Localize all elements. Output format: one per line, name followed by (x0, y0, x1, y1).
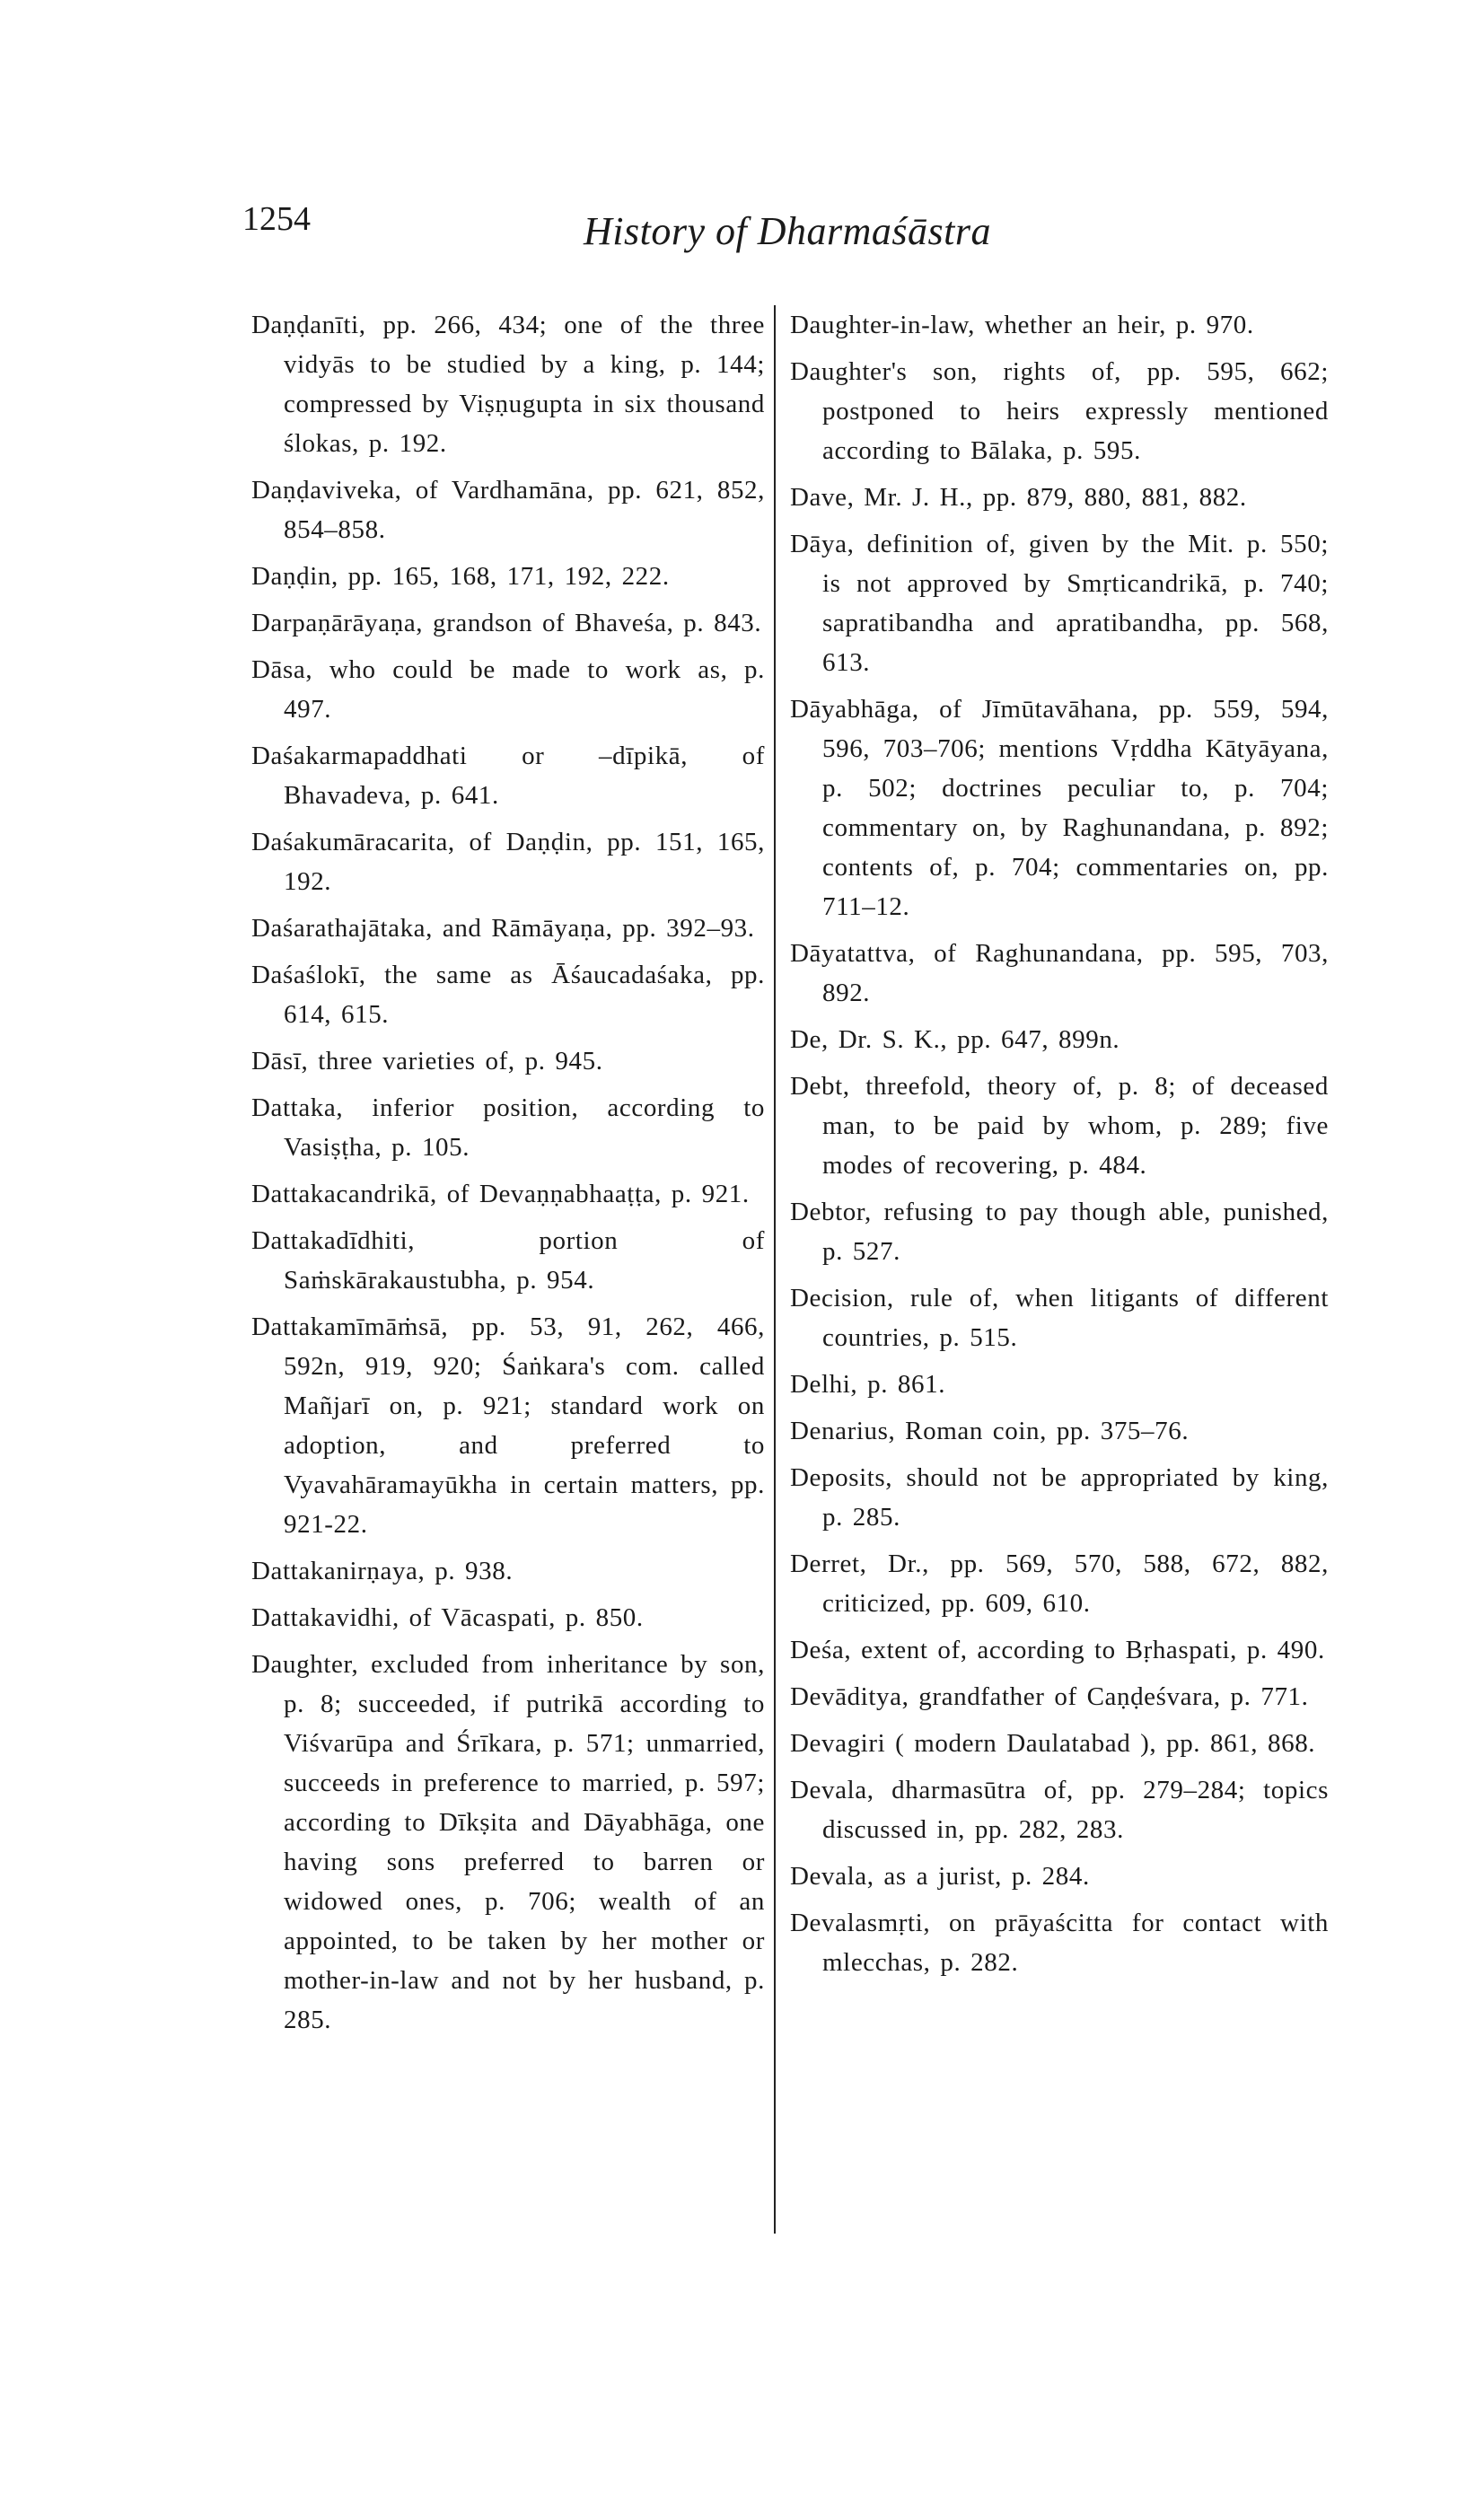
index-entry: Devalasmṛti, on prāyaścitta for contact with mlecchas, p. 282. (790, 1909, 1329, 1977)
index-entry: Daśaślokī, the same as Āśaucadaśaka, pp. 614, 615. (251, 961, 765, 1029)
index-entry: Dattakadīdhiti, portion of Saṁskārakaustubha, p. 954. (251, 1226, 765, 1295)
index-entry: Decision, rule of, when litigants of different countries, p. 515. (790, 1284, 1329, 1352)
index-entry: Dattakacandrikā, of Devaṇṇabhaaṭṭa, p. 921. (251, 1180, 750, 1208)
index-entry: Dāsī, three varieties of, p. 945. (251, 1047, 603, 1075)
index-entry: Devagiri ( modern Daulatabad ), pp. 861, 868. (790, 1729, 1316, 1758)
index-column-right (790, 305, 1329, 1989)
index-entry: Devala, as a jurist, p. 284. (790, 1862, 1090, 1891)
running-title: History of Dharmaśāstra (584, 209, 991, 253)
index-entry: Dāyatattva, of Raghunandana, pp. 595, 703, 892. (790, 939, 1329, 1007)
index-entry: Daughter, excluded from inheritance by son, p. 8; succeeded, if putrikā according to Viśvarūpa and Śrīkara, p. 571; unmarried, succeeds in preference to married, p. 597; according to Dīkṣita and Dāyabhāga, one having sons preferred to barren or widowed ones, p. 706; wealth of an appointed, to be taken by her mother or mother-in-law and not by her husband, p. 285. (251, 1650, 765, 2034)
index-entry: Delhi, p. 861. (790, 1370, 946, 1399)
index-entry: Daṇḍin, pp. 165, 168, 171, 192, 222. (251, 562, 670, 591)
index-entry: Dave, Mr. J. H., pp. 879, 880, 881, 882. (790, 483, 1247, 512)
index-entry: Dattakamīmāṁsā, pp. 53, 91, 262, 466, 592n, 919, 920; Śaṅkara's com. called Mañjarī on, p. 921; standard work on adoption, and preferred to Vyavahāramayūkha in certain matters, pp. 921-22. (251, 1312, 765, 1539)
index-entry: Debtor, refusing to pay though able, punished, p. 527. (790, 1198, 1329, 1266)
index-entry: Dattakanirṇaya, p. 938. (251, 1557, 514, 1585)
index-entry: Darpaṇārāyaṇa, grandson of Bhaveśa, p. 843. (251, 609, 762, 637)
index-column-left (251, 305, 765, 2047)
index-entry: Daśakumāracarita, of Daṇḍin, pp. 151, 165, 192. (251, 828, 765, 896)
index-entry: Daughter-in-law, whether an heir, p. 970. (790, 311, 1254, 339)
column-divider (774, 305, 776, 2234)
index-entry: Deśa, extent of, according to Bṛhaspati, p. 490. (790, 1636, 1325, 1664)
index-entry: Dattaka, inferior position, according to Vasiṣṭha, p. 105. (251, 1093, 765, 1162)
index-entry: Daughter's son, rights of, pp. 595, 662; postponed to heirs expressly mentioned according to Bālaka, p. 595. (790, 357, 1329, 465)
index-entry: Daśarathajātaka, and Rāmāyaṇa, pp. 392–93. (251, 914, 755, 943)
index-entry: Debt, threefold, theory of, p. 8; of deceased man, to be paid by whom, p. 289; five modes of recovering, p. 484. (790, 1072, 1329, 1180)
index-entry: Dāya, definition of, given by the Mit. p. 550; is not approved by Smṛticandrikā, p. 740; sapratibandha and apratibandha, pp. 568, 613. (790, 530, 1329, 677)
index-entry: Dattakavidhi, of Vācaspati, p. 850. (251, 1603, 644, 1632)
index-entry: Derret, Dr., pp. 569, 570, 588, 672, 882, criticized, pp. 609, 610. (790, 1549, 1329, 1618)
index-entry: Daṇḍaviveka, of Vardhamāna, pp. 621, 852, 854–858. (251, 476, 765, 544)
index-entry: Devala, dharmasūtra of, pp. 279–284; topics discussed in, pp. 282, 283. (790, 1776, 1329, 1844)
index-entry: Daṇḍanīti, pp. 266, 434; one of the three vidyās to be studied by a king, p. 144; compressed by Viṣṇugupta in six thousand ślokas, p. 192. (251, 311, 765, 458)
index-entry: Daśakarmapaddhati or –dīpikā, of Bhavadeva, p. 641. (251, 742, 765, 810)
index-entry: Deposits, should not be appropriated by king, p. 285. (790, 1463, 1329, 1532)
page-number: 1254 (242, 200, 311, 238)
index-entry: Dāyabhāga, of Jīmūtavāhana, pp. 559, 594, 596, 703–706; mentions Vṛddha Kātyāyana, p. 502; doctrines peculiar to, p. 704; commentary on, by Raghunandana, p. 892; contents of, p. 704; commentaries on, pp. 711–12. (790, 695, 1329, 921)
index-entry: De, Dr. S. K., pp. 647, 899n. (790, 1025, 1120, 1054)
index-entry: Denarius, Roman coin, pp. 375–76. (790, 1417, 1190, 1445)
index-entry: Dāsa, who could be made to work as, p. 497. (251, 655, 765, 724)
index-entry: Devāditya, grandfather of Caṇḍeśvara, p. 771. (790, 1682, 1309, 1711)
